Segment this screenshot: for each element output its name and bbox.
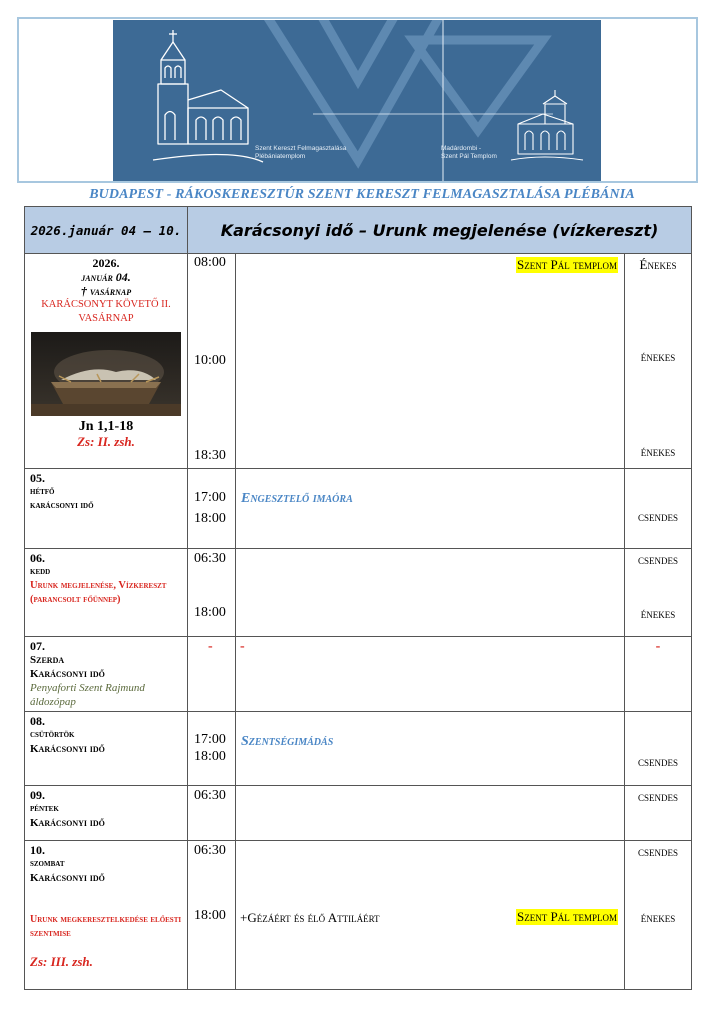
- caption-left-line-2: Plébániatemplom: [255, 153, 306, 160]
- day-08-events: [236, 712, 625, 786]
- day-10-feast: Urunk megkeresztelkedése előesti szentmise: [30, 914, 182, 939]
- day-05-number: 05.: [30, 471, 45, 485]
- time-0800: 08:00: [194, 255, 226, 270]
- day-05-season: karácsonyi idő: [30, 500, 94, 511]
- banner-caption-left: [255, 145, 346, 161]
- day-08-weekday: csütörtök: [30, 729, 75, 740]
- time-1830: 18:30: [194, 448, 226, 463]
- day-05-weekday: hétfő: [30, 486, 55, 497]
- location-szent-pal: Szent Pál templom: [517, 257, 617, 272]
- day-06-info: [25, 549, 188, 637]
- day-07-season: Karácsonyi idő: [30, 668, 105, 680]
- liturgical-season: Karácsonyi idő – Urunk megjelenése (vízkereszt): [188, 207, 692, 254]
- day-10-events: [236, 841, 625, 990]
- day-06-number: 06.: [30, 551, 45, 565]
- day-row-07: [25, 637, 692, 712]
- day-04-singing: [625, 254, 692, 469]
- day-07-info: [25, 637, 188, 712]
- time-1800: 18:00: [194, 749, 226, 764]
- day-row-08: [25, 712, 692, 786]
- weekly-schedule-table: [24, 206, 692, 990]
- time-1700: 17:00: [194, 490, 226, 505]
- day-05-times: [188, 469, 236, 549]
- day-04-events: [236, 254, 625, 469]
- day-06-feast: Urunk megjelenése, Vízkereszt (parancsolt főünnep): [30, 580, 167, 605]
- day-06-events: [236, 549, 625, 637]
- singing-label: csendes: [638, 552, 679, 567]
- day-05-events: [236, 469, 625, 549]
- day-09-singing: [625, 786, 692, 841]
- singing-label: énekes: [640, 444, 676, 459]
- singing-label: énekes: [640, 910, 676, 925]
- day-10-psalter: Zs: III. zsh.: [30, 954, 93, 969]
- caption-right-line-2: Szent Pál Templom: [441, 153, 497, 160]
- day-05-info: [25, 469, 188, 549]
- day-04-year: 2026.: [92, 256, 120, 270]
- singing-label: csendes: [638, 509, 679, 524]
- day-10-times: [188, 841, 236, 990]
- singing-label: Énekes: [639, 257, 677, 272]
- day-09-season: Karácsonyi idő: [30, 817, 105, 829]
- time-1000: 10:00: [194, 353, 226, 368]
- singing-label: csendes: [638, 789, 679, 804]
- day-07-events: [236, 637, 625, 712]
- day-row-09: [25, 786, 692, 841]
- time-0630: 06:30: [194, 788, 226, 803]
- day-06-times: [188, 549, 236, 637]
- parish-banner: [113, 20, 601, 181]
- parish-title: BUDAPEST - RÁKOSKERESZTÚR SZENT KERESZT FELMAGASZTALÁSA PLÉBÁNIA: [89, 187, 635, 202]
- nativity-manger-image: [31, 332, 181, 416]
- event-adoration: Szentségimádás: [241, 734, 334, 749]
- day-04-times: [188, 254, 236, 469]
- day-10-number: 10.: [30, 843, 45, 857]
- event-atonement-prayer: Engesztelő imaóra: [241, 491, 353, 506]
- day-07-saint: Penyaforti Szent Rajmund áldozópap: [30, 682, 145, 708]
- day-05-singing: [625, 469, 692, 549]
- day-07-weekday: Szerda: [30, 654, 65, 666]
- day-row-10: [25, 841, 692, 990]
- singing-label: csendes: [638, 844, 679, 859]
- schedule-header-row: [25, 207, 692, 254]
- day-04-weekday: † vasárnap: [80, 284, 132, 298]
- day-08-season: Karácsonyi idő: [30, 743, 105, 755]
- day-04-psalter: Zs: II. zsh.: [77, 434, 135, 449]
- day-row-06: [25, 549, 692, 637]
- singing-label: énekes: [640, 606, 676, 621]
- event-none: -: [240, 639, 245, 654]
- time-1700: 17:00: [194, 732, 226, 747]
- caption-left-line-1: Szent Kereszt Felmagasztalása: [255, 145, 347, 152]
- day-row-04: [25, 254, 692, 469]
- singing-none: -: [655, 639, 661, 654]
- day-09-info: [25, 786, 188, 841]
- caption-right-line-1: Madárdombi -: [441, 145, 482, 152]
- day-08-times: [188, 712, 236, 786]
- day-04-feast: KARÁCSONYT KÖVETŐ II. VASÁRNAP: [41, 299, 171, 324]
- day-10-season: Karácsonyi idő: [30, 872, 105, 884]
- day-06-singing: [625, 549, 692, 637]
- location-szent-pal: Szent Pál templom: [517, 909, 617, 924]
- day-08-number: 08.: [30, 714, 45, 728]
- day-09-times: [188, 786, 236, 841]
- time-1800: 18:00: [194, 605, 226, 620]
- singing-label: csendes: [638, 754, 679, 769]
- time-none: -: [208, 639, 213, 654]
- time-1800: 18:00: [194, 511, 226, 526]
- day-09-weekday: péntek: [30, 803, 59, 814]
- day-10-singing: [625, 841, 692, 990]
- time-0630: 06:30: [194, 843, 226, 858]
- banner-artwork: [113, 20, 601, 181]
- day-04-gospel: Jn 1,1-18: [78, 419, 134, 434]
- day-08-info: [25, 712, 188, 786]
- time-1800: 18:00: [194, 908, 226, 923]
- day-10-info: [25, 841, 188, 990]
- day-07-times: [188, 637, 236, 712]
- day-08-singing: [625, 712, 692, 786]
- mass-intention: +Gézáért és élő Attiláért: [240, 910, 380, 925]
- day-07-number: 07.: [30, 639, 45, 653]
- day-row-05: [25, 469, 692, 549]
- day-10-weekday: szombat: [30, 858, 65, 869]
- week-range: 2026.január 04 – 10.: [25, 207, 188, 254]
- singing-label: énekes: [640, 349, 676, 364]
- banner-caption-right: [441, 145, 497, 161]
- day-09-events: [236, 786, 625, 841]
- time-0630: 06:30: [194, 551, 226, 566]
- day-07-singing: [625, 637, 692, 712]
- day-09-number: 09.: [30, 788, 45, 802]
- day-04-date: január 04.: [81, 270, 131, 284]
- day-06-weekday: kedd: [30, 566, 51, 577]
- day-04-info: [25, 254, 188, 469]
